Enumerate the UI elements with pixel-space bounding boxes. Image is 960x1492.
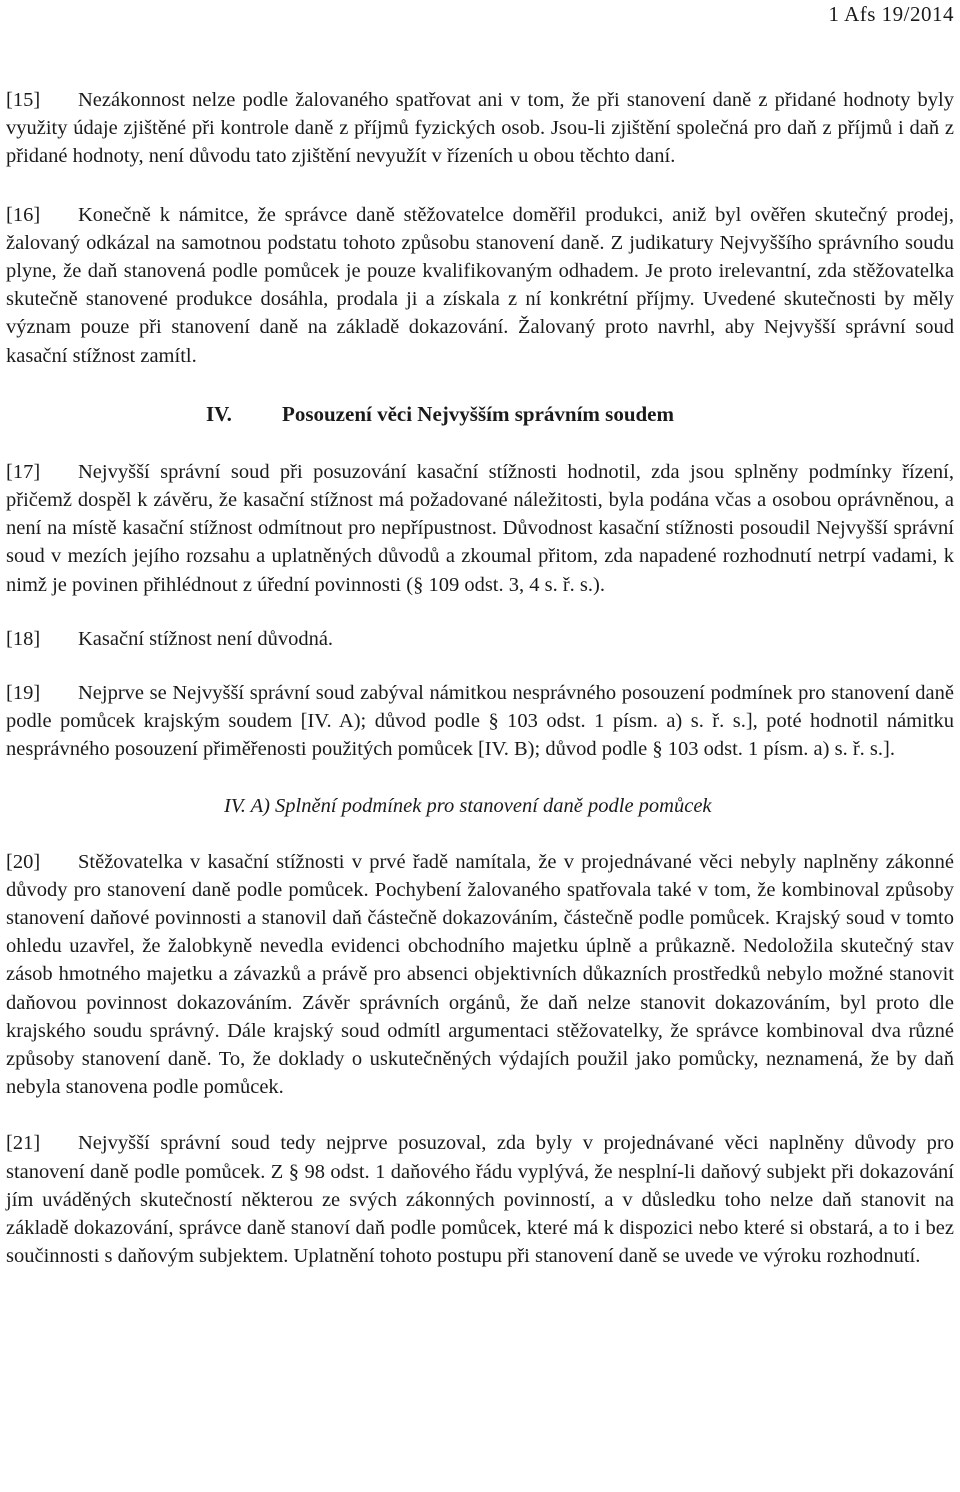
paragraph-number: [18] — [6, 627, 41, 650]
paragraph-text: Stěžovatelka v kasační stížnosti v prvé řadě namítala, že v projednávané věci nebyly naplněny zákonné důvody pro stanovení daně podle pomůcek. Pochybení žalovaného spatřovala také v tom, že kombinoval způsoby stanovení daňové povinnosti a stanovil daň částečně dokazováním, částečně podle pomůcek. Krajský soud v tomto ohledu uzavřel, že žalobkyně nevedla evidenci obchodního majetku úplně a průkazně. Nedoložila skutečný stav zásob hmotného majetku a závazků a právě pro absenci objektivních důkazních prostředků nebylo možné stanovit daňovou povinnost dokazováním. Závěr správních orgánů, že daň nelze stanovit dokazováním, byl proto dle krajského soudu správný. Dále krajský soud odmítl argumentaci stěžovatelky, že správce kombinoval dva různé způsoby stanovení daně. To, že doklady o uskutečněných výdajích použil jako pomůcky, neznamená, že by daň nebyla stanovena podle pomůcek. — [6, 850, 954, 1099]
paragraph-number: [21] — [6, 1132, 41, 1155]
paragraph-text: Nezákonnost nelze podle žalovaného spatřovat ani v tom, že při stanovení daně z přidané hodnoty byly využity údaje zjištěné při kontrole daně z příjmů fyzických osob. Jsou-li zjištění společná pro daň z příjmů i daň z přidané hodnoty, není důvodu tato zjištění nevyužít v řízeních u obou těchto daní. — [6, 89, 954, 168]
paragraph-number: [19] — [6, 682, 41, 705]
paragraph-18 — [6, 625, 954, 653]
subsection-heading: IV. A) Splnění podmínek pro stanovení daně podle pomůcek — [224, 794, 712, 817]
paragraph-20 — [6, 848, 954, 1102]
document-body — [6, 86, 954, 1271]
section-roman-numeral: IV. — [206, 401, 232, 426]
paragraph-17 — [6, 458, 954, 599]
paragraph-21 — [6, 1129, 954, 1270]
paragraph-number: [20] — [6, 850, 41, 873]
paragraph-19 — [6, 679, 954, 764]
paragraph-text: Nejvyšší správní soud při posuzování kasační stížnosti hodnotil, zda jsou splněny podmínky řízení, přičemž dospěl k závěru, že kasační stížnost má požadované náležitosti, byla podána včas a osobou oprávněnou, a není na místě kasační stížnost odmítnout pro nepřípustnost. Důvodnost kasační stížnosti posoudil Nejvyšší správní soud v mezích jejího rozsahu a uplatněných důvodů a zkoumal přitom, zda napadené rozhodnutí netrpí vadami, k nimž je povinen přihlédnout z úřední povinnosti (§ 109 odst. 3, 4 s. ř. s.). — [6, 460, 954, 596]
paragraph-number: [17] — [6, 460, 41, 483]
paragraph-number: [16] — [6, 203, 41, 226]
paragraph-text: Nejprve se Nejvyšší správní soud zabýval námitkou nesprávného posouzení podmínek pro stanovení daně podle pomůcek krajským soudem [IV. A); důvod podle § 103 odst. 1 písm. a) s. ř. s.], poté hodnotil námitku nesprávného posouzení přiměřenosti použitých pomůcek [IV. B); důvod podle § 103 odst. 1 písm. a) s. ř. s.]. — [6, 682, 954, 761]
paragraph-number: [15] — [6, 89, 41, 111]
paragraph-15 — [6, 86, 954, 171]
page-header-case-number: 1 Afs 19/2014 — [828, 2, 954, 26]
section-heading — [6, 400, 954, 428]
section-title: Posouzení věci Nejvyšším správním soudem — [282, 401, 674, 426]
paragraph-16 — [6, 201, 954, 370]
paragraph-text: Kasační stížnost není důvodná. — [78, 627, 334, 650]
paragraph-text: Konečně k námitce, že správce daně stěžovatelce doměřil produkci, aniž byl ověřen skutečný prodej, žalovaný odkázal na samotnou podstatu tohoto způsobu stanovení daně. Z judikatury Nejvyššího správního soudu plyne, že daň stanovená podle pomůcek je pouze kvalifikovaným odhadem. Je proto irelevantní, zda stěžovatelka skutečně stanovené produkce dosáhla, prodala ji a získala z ní konkrétní příjmy. Uvedené skutečnosti by měly význam pouze při stanovení daně na základě dokazování. Žalovaný proto navrhl, aby Nejvyšší správní soud kasační stížnost zamítl. — [6, 203, 954, 367]
paragraph-text: Nejvyšší správní soud tedy nejprve posuzoval, zda byly v projednávané věci naplněny důvody pro stanovení daně podle pomůcek. Z § 98 odst. 1 daňového řádu vyplývá, že nesplní-li daňový subjekt při dokazování jím uváděných skutečností některou ze svých zákonných povinností, a v důsledku toho nelze daň stanovit na základě dokazování, správce daně stanoví daň podle pomůcek, které má k dispozici nebo které si obstará, a to i bez součinnosti s daňovým subjektem. Uplatnění tohoto postupu při stanovení daně se uvede ve výroku rozhodnutí. — [6, 1132, 954, 1268]
